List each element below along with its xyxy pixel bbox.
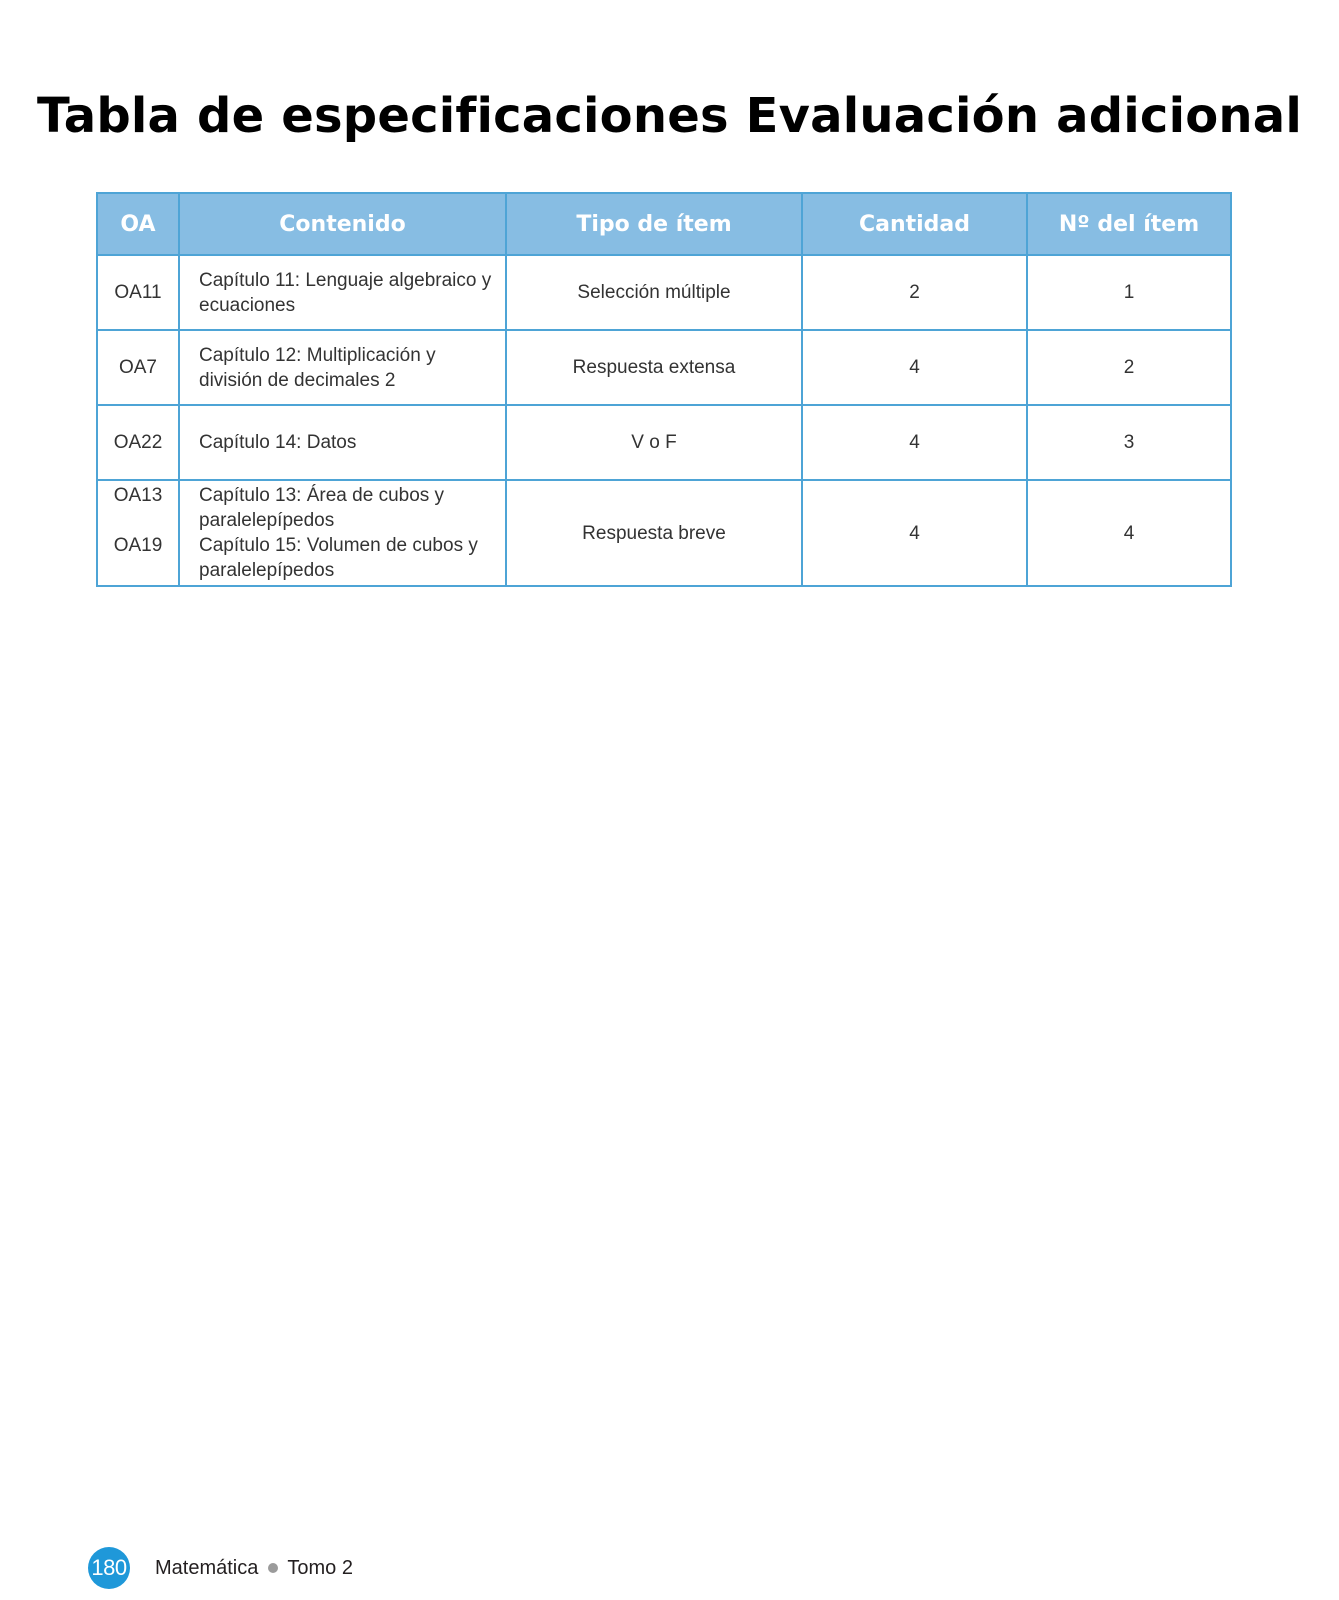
cell-contenido	[179, 255, 506, 330]
cell-numero-item: 1	[1027, 255, 1231, 330]
cell-tipo: Respuesta extensa	[506, 330, 802, 405]
page-number-badge: 180	[88, 1547, 130, 1589]
cell-numero-item: 3	[1027, 405, 1231, 480]
header-oa: OA	[97, 193, 179, 255]
table-row	[97, 330, 1231, 405]
cell-cantidad: 4	[802, 330, 1027, 405]
table-row	[97, 480, 1231, 586]
oa-code: OA22	[113, 432, 163, 453]
cell-tipo: V o F	[506, 405, 802, 480]
content-line: división de decimales 2	[199, 369, 396, 391]
specifications-table	[96, 192, 1232, 587]
cell-cantidad: 4	[802, 405, 1027, 480]
cell-contenido	[179, 330, 506, 405]
content-line: paralelepípedos	[199, 560, 335, 581]
content-line: paralelepípedos	[199, 510, 335, 531]
content-line: Capítulo 11: Lenguaje algebraico y	[199, 269, 492, 291]
header-tipo-de-item: Tipo de ítem	[506, 193, 802, 255]
footer-subject: Matemática	[155, 1556, 259, 1579]
header-numero-item: Nº del ítem	[1027, 193, 1231, 255]
page-title: Tabla de especificaciones Evaluación adicional	[36, 88, 1303, 144]
oa-code: OA11	[114, 282, 162, 303]
cell-numero-item: 4	[1027, 480, 1231, 586]
content-line: ecuaciones	[199, 294, 296, 316]
content-line: Capítulo 15: Volumen de cubos y	[199, 535, 478, 556]
separator-dot-icon	[268, 1563, 278, 1573]
header-contenido: Contenido	[179, 193, 506, 255]
page-footer	[88, 1547, 353, 1589]
cell-cantidad: 2	[802, 255, 1027, 330]
cell-tipo: Selección múltiple	[506, 255, 802, 330]
cell-cantidad: 4	[802, 480, 1027, 586]
cell-tipo: Respuesta breve	[506, 480, 802, 586]
cell-oa	[97, 480, 179, 586]
header-cantidad: Cantidad	[802, 193, 1027, 255]
table-row	[97, 255, 1231, 330]
footer-volume: Tomo 2	[287, 1556, 353, 1579]
table-row	[97, 405, 1231, 480]
cell-oa	[97, 405, 179, 480]
cell-numero-item: 2	[1027, 330, 1231, 405]
cell-oa	[97, 330, 179, 405]
cell-oa	[97, 255, 179, 330]
oa-code: OA19	[113, 535, 163, 556]
table-header-row	[97, 193, 1231, 255]
oa-code: OA13	[113, 485, 163, 506]
content-line: Capítulo 12: Multiplicación y	[199, 344, 436, 366]
cell-contenido	[179, 405, 506, 480]
cell-contenido	[179, 480, 506, 586]
content-line: Capítulo 13: Área de cubos y	[199, 485, 445, 506]
oa-code: OA7	[118, 357, 158, 378]
content-line: Capítulo 14: Datos	[199, 432, 357, 453]
